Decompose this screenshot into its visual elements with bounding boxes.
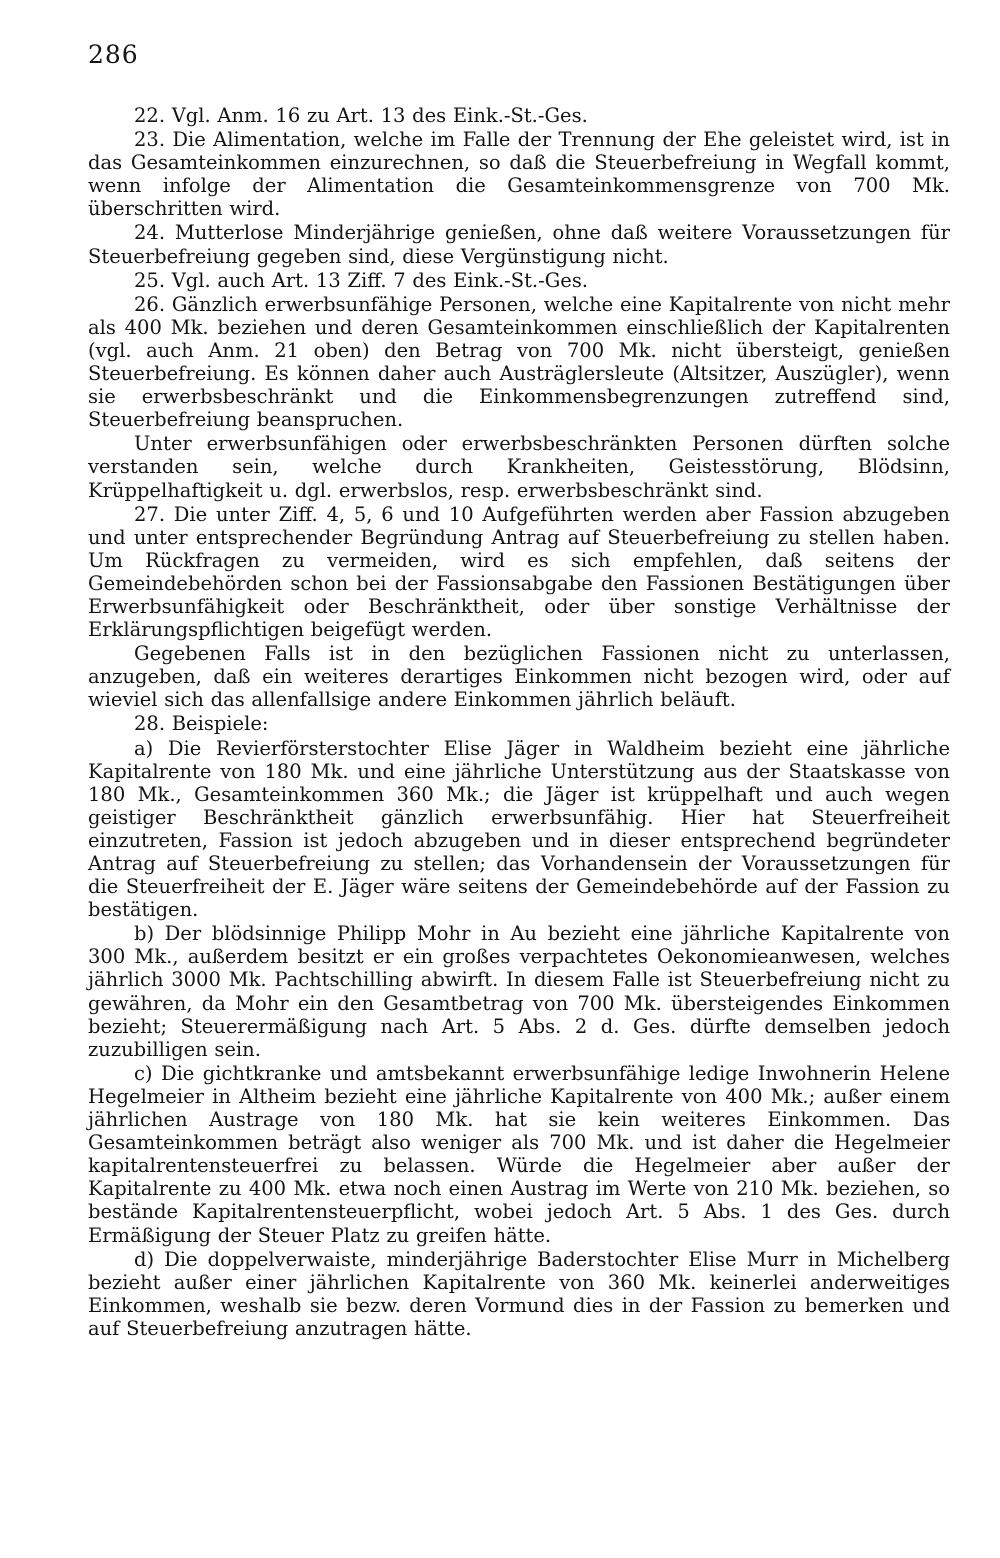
note-24: 24. Mutterlose Minderjährige genießen, ohne daß weitere Voraussetzungen für Steuerbefreiung gegeben sind, diese Vergünstigung nicht. [88, 221, 950, 268]
note-23: 23. Die Alimentation, welche im Falle der Trennung der Ehe geleistet wird, ist in das Gesamteinkommen einzurechnen, so daß die Steuerbefreiung in Wegfall kommt, wenn infolge der Alimentation die Gesamteinkommensgrenze von 700 Mk. überschritten wird. [88, 128, 950, 221]
note-27: 27. Die unter Ziff. 4, 5, 6 und 10 Aufgeführten werden aber Fassion abzugeben und unter entsprechender Begründung Antrag auf Steuerbefreiung zu stellen haben. Um Rückfragen zu vermeiden, wird es sich empfehlen, daß seitens der Gemeindebehörden schon bei der Fassionsabgabe den Fassionen Bestätigungen über Erwerbsunfähigkeit oder Beschränktheit, oder über sonstige Verhältnisse der Erklärungspflichtigen beigefügt werden. [88, 502, 950, 642]
document-page [88, 40, 950, 1340]
example-c: c) Die gichtkranke und amtsbekannt erwerbsunfähige ledige Inwohnerin Helene Hegelmeier in Altheim bezieht eine jährliche Kapitalrente von 400 Mk.; außer einem jährlichen Austrage von 180 Mk. hat sie kein weiteres Einkommen. Das Gesamteinkommen beträgt also weniger als 700 Mk. und ist daher die Hegelmeier kapitalrentensteuerfrei zu belassen. Würde die Hegelmeier aber außer der Kapitalrente zu 400 Mk. etwa noch einen Austrag im Werte von 210 Mk. beziehen, so bestände Kapitalrentensteuerpflicht, wobei jedoch Art. 5 Abs. 1 des Ges. durch Ermäßigung der Steuer Platz zu greifen hätte. [88, 1061, 950, 1247]
example-d: d) Die doppelverwaiste, minderjährige Baderstochter Elise Murr in Michelberg bezieht außer einer jährlichen Kapitalrente von 360 Mk. keinerlei anderweitiges Einkommen, weshalb sie bezw. deren Vormund dies in der Fassion zu bemerken und auf Steuerbefreiung anzutragen hätte. [88, 1247, 950, 1340]
note-26: 26. Gänzlich erwerbsunfähige Personen, welche eine Kapitalrente von nicht mehr als 400 Mk. beziehen und deren Gesamteinkommen einschließlich der Kapitalrenten (vgl. auch Anm. 21 oben) den Betrag von 700 Mk. nicht übersteigt, genießen Steuerbefreiung. Es können daher auch Austräglersleute (Altsitzer, Auszügler), wenn sie erwerbsbeschränkt und die Einkommensbegrenzungen zutreffend sind, Steuerbefreiung beanspruchen. [88, 292, 950, 432]
note-26-continuation: Unter erwerbsunfähigen oder erwerbsbeschränkten Personen dürften solche verstanden sein, welche durch Krankheiten, Geistesstörung, Blödsinn, Krüppelhaftigkeit u. dgl. erwerbslos, resp. erwerbsbeschränkt sind. [88, 432, 950, 502]
example-b: b) Der blödsinnige Philipp Mohr in Au bezieht eine jährliche Kapitalrente von 300 Mk., außerdem besitzt er ein großes verpachtetes Oekonomieanwesen, welches jährlich 3000 Mk. Pachtschilling abwirft. In diesem Falle ist Steuerbefreiung nicht zu gewähren, da Mohr ein den Gesamtbetrag von 700 Mk. übersteigendes Einkommen bezieht; Steuerermäßigung nach Art. 5 Abs. 2 d. Ges. dürfte demselben jedoch zuzubilligen sein. [88, 922, 950, 1061]
example-a: a) Die Revierförsterstochter Elise Jäger in Waldheim bezieht eine jährliche Kapitalrente von 180 Mk. und eine jährliche Unterstützung aus der Staatskasse von 180 Mk., Gesamteinkommen 360 Mk.; die Jäger ist krüppelhaft und auch wegen geistiger Beschränktheit gänzlich erwerbsunfähig. Hier hat Steuerfreiheit einzutreten, Fassion ist jedoch abzugeben und in dieser entsprechend begründeter Antrag auf Steuerbefreiung zu stellen; das Vorhandensein der Voraussetzungen für die Steuerfreiheit der E. Jäger wäre seitens der Gemeindebehörde auf der Fassion zu bestätigen. [88, 736, 950, 922]
note-27-continuation: Gegebenen Falls ist in den bezüglichen Fassionen nicht zu unterlassen, anzugeben, daß ein weiteres derartiges Einkommen nicht bezogen wird, oder auf wieviel sich das allenfallsige andere Einkommen jährlich beläuft. [88, 642, 950, 712]
note-22: 22. Vgl. Anm. 16 zu Art. 13 des Eink.-St.-Ges. [134, 104, 588, 127]
page-number: 286 [88, 40, 139, 69]
note-25: 25. Vgl. auch Art. 13 Ziff. 7 des Eink.-St.-Ges. [134, 268, 589, 292]
note-28-heading: 28. Beispiele: [134, 712, 269, 736]
